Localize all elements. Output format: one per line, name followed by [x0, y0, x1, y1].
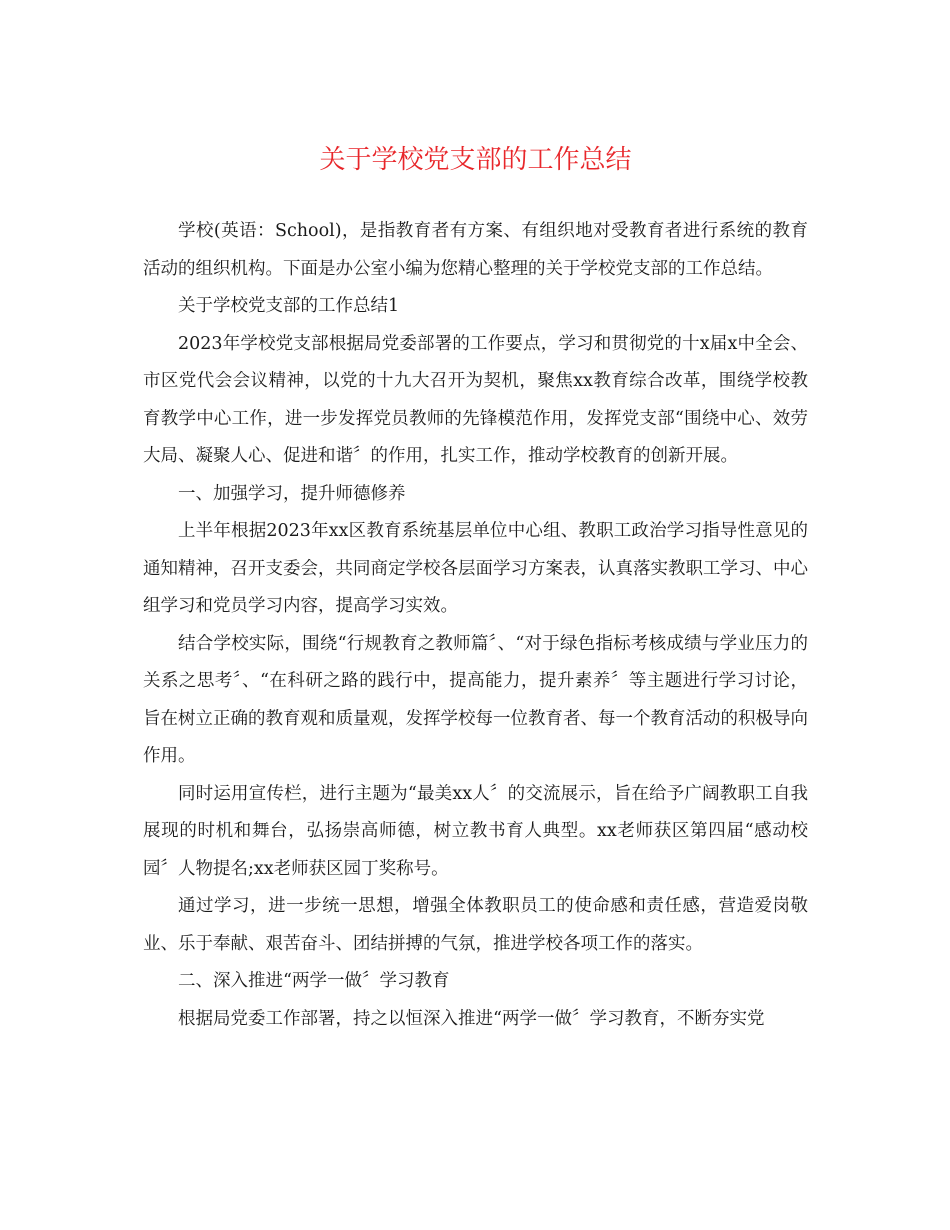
- intro-paragraph: 学校(英语：School)，是指教育者有方案、有组织地对受教育者进行系统的教育活动的组织机构。下面是办公室小编为您精心整理的关于学校党支部的工作总结。: [143, 221, 808, 279]
- subheading-two-studies: 二、深入推进“两学一做〞学习教育: [178, 971, 450, 991]
- body-paragraph: 根据局党委工作部署，持之以恒深入推进“两学一做〞学习教育，不断夯实党: [178, 1008, 765, 1029]
- document-title: 关于学校党支部的工作总结: [319, 145, 632, 175]
- body-paragraph: 结合学校实际，围绕“行规教育之教师篇〞、“对于绿色指标考核成绩与学业压力的关系之思考〞、“在科研之路的践行中，提高能力，提升素养〞等主题进行学习讨论，旨在树立正确的教育观和质量观，发挥学校每一位教育者、每一个教育活动的积极导向作用。: [143, 633, 808, 766]
- section-heading-1: 关于学校党支部的工作总结1: [178, 296, 400, 316]
- body-paragraph: 2023年学校党支部根据局党委部署的工作要点，学习和贯彻党的十x届x中全会、市区党代会会议精神，以党的十九大召开为契机，聚焦xx教育综合改革，围绕学校教育教学中心工作，进一步发挥党员教师的先锋模范作用，发挥党支部“围绕中心、效劳大局、凝聚人心、促进和谐〞的作用，扎实工作，推动学校教育的创新开展。: [143, 333, 808, 466]
- document-body: [143, 213, 808, 1038]
- body-paragraph: 同时运用宣传栏，进行主题为“最美xx人〞的交流展示，旨在给予广阔教职工自我展现的时机和舞台，弘扬崇高师德，树立教书育人典型。xx老师获区第四届“感动校园〞人物提名;xx老师获区园丁奖称号。: [143, 783, 808, 879]
- subheading-study: 一、加强学习，提升师德修养: [178, 483, 406, 504]
- body-paragraph: 通过学习，进一步统一思想，增强全体教职员工的使命感和责任感，营造爱岗敬业、乐于奉献、艰苦奋斗、团结拼搏的气氛，推进学校各项工作的落实。: [143, 896, 808, 954]
- body-paragraph: 上半年根据2023年xx区教育系统基层单位中心组、教职工政治学习指导性意见的通知精神，召开支委会，共同商定学校各层面学习方案表，认真落实教职工学习、中心组学习和党员学习内容，提高学习实效。: [143, 521, 808, 616]
